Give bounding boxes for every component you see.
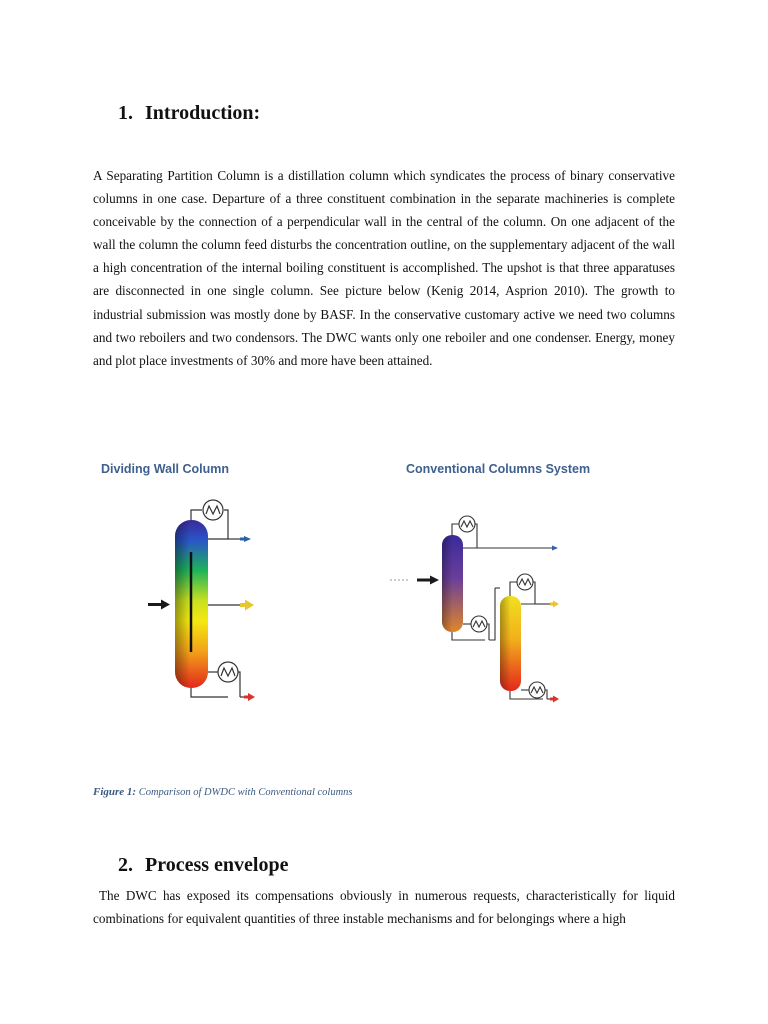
- section-number: 1.: [118, 102, 133, 124]
- figure-title-conventional: Conventional Columns System: [406, 462, 591, 476]
- section-title: Process envelope: [145, 854, 289, 876]
- second-bottoms-arrow: [550, 696, 559, 703]
- introduction-paragraph: A Separating Partition Column is a distillation column which syndicates the process of binary conservative columns in one case. Departure of a three constituent combination in the separate machineries is complete conceivable by the connection of a perpendicular wall in the central of the column. On one adjacent of the wall the column the column feed disturbs the concentration outline, on the supplementary adjacent of the wall a high concentration of the internal boiling constituent is accomplished. The upshot is that three apparatuses are disconnected in one single column. See picture below (Kenig 2014, Asprion 2010). The growth to industrial submission was mostly done by BASF. In the conservative customary active we need two columns and two reboilers and two condensors. The DWC wants only one reboiler and one condenser. Energy, money and plot place investments of 30% and more have been attained.: [93, 168, 675, 368]
- figure-title-dividing-wall: Dividing Wall Column: [101, 462, 230, 476]
- process-envelope-paragraph: The DWC has exposed its compensations obviously in numerous requests, characteristically for liquid combinations for equivalent quantities of three instable mechanisms and for belongings where a high: [93, 888, 675, 927]
- distillate-arrow: [244, 536, 251, 542]
- feed-arrow-conventional: [390, 576, 439, 585]
- first-distillate-arrow: [552, 546, 558, 551]
- section-number: 2.: [118, 854, 133, 876]
- side-draw-arrow: [240, 600, 254, 611]
- figure-caption: [93, 786, 353, 798]
- dividing-wall-column-diagram: [140, 492, 270, 722]
- section-heading-introduction: [118, 102, 260, 125]
- section-title: Introduction:: [145, 102, 261, 124]
- conventional-columns-diagram: [395, 510, 595, 720]
- section-heading-process-envelope: [118, 854, 289, 877]
- feed-arrow: [148, 600, 170, 610]
- second-side-arrow: [550, 601, 559, 608]
- figure-caption-text: Comparison of DWDC with Conventional columns: [138, 787, 353, 798]
- figure-caption-label: Figure 1:: [93, 786, 137, 798]
- second-column: [500, 596, 521, 691]
- first-column: [442, 535, 463, 632]
- bottoms-arrow: [244, 693, 255, 701]
- first-condenser: [452, 516, 553, 548]
